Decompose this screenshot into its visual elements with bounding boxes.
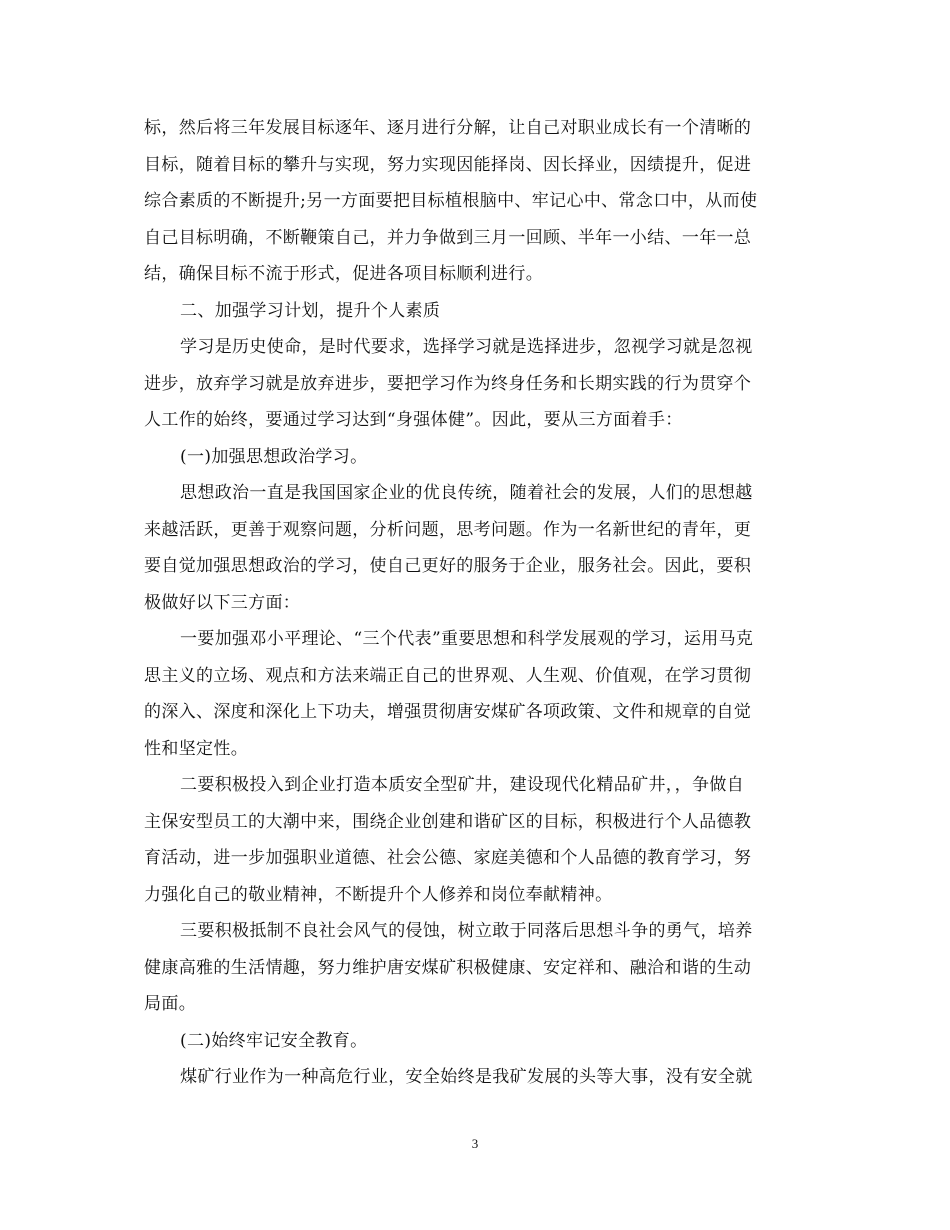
text-line: 来越活跃，更善于观察问题，分析问题，思考问题。作为一名新世纪的青年，更 <box>144 519 752 540</box>
text-line: 的深入、深度和深化上下功夫，增强贯彻唐安煤矿各项政策、文件和规章的自觉 <box>144 702 752 722</box>
document-body <box>144 110 808 1096</box>
section-heading: 二、加强学习计划，提升个人素质 <box>180 300 441 321</box>
text-line: 极做好以下三方面： <box>144 592 301 613</box>
text-line: 性和坚定性。 <box>144 738 249 759</box>
text-line: 力强化自己的敬业精神，不断提升个人修养和岗位奉献精神。 <box>144 884 613 905</box>
text-line: 思想政治一直是我国国家企业的优良传统，随着社会的发展，人们的思想越 <box>180 483 753 503</box>
text-line: 自己目标明确，不断鞭策自己，并力争做到三月一回顾、半年一小结、一年一总 <box>144 227 752 248</box>
text-line: 育活动，进一步加强职业道德、社会公德、家庭美德和个人品德的教育学习，努 <box>144 848 752 868</box>
text-line: 三要积极抵制不良社会风气的侵蚀，树立敢于同落后思想斗争的勇气，培养 <box>180 921 753 941</box>
text-line: 一要加强邓小平理论、“三个代表”重要思想和科学发展观的学习，运用马克 <box>180 629 754 649</box>
subsection-heading: (一)加强思想政治学习。 <box>180 446 368 467</box>
text-line: 思主义的立场、观点和方法来端正自己的世界观、人生观、价值观，在学习贯彻 <box>144 665 752 686</box>
subsection-heading: (二)始终牢记安全教育。 <box>180 1030 368 1051</box>
text-line: 要自觉加强思想政治的学习，使自己更好的服务于企业，服务社会。因此，要积 <box>144 556 752 576</box>
text-line: 进步，放弃学习就是放弃进步，要把学习作为终身任务和长期实践的行为贯穿个 <box>144 373 752 394</box>
text-line: 主保安型员工的大潮中来，围绕企业创建和谐矿区的目标，积极进行个人品德教 <box>144 811 752 832</box>
text-line: 健康高雅的生活情趣，努力维护唐安煤矿积极健康、安定祥和、融洽和谐的生动 <box>144 957 752 978</box>
text-line: 局面。 <box>144 994 197 1014</box>
text-line: 学习是历史使命，是时代要求，选择学习就是选择进步，忽视学习就是忽视 <box>180 337 753 357</box>
text-line: 煤矿行业作为一种高危行业，安全始终是我矿发展的头等大事，没有安全就 <box>180 1067 753 1087</box>
text-line: 标，然后将三年发展目标逐年、逐月进行分解，让自己对职业成长有一个清晰的 <box>144 118 752 138</box>
text-line: 综合素质的不断提升;另一方面要把目标植根脑中、牢记心中、常念口中，从而使 <box>144 191 758 211</box>
page-number: 3 <box>471 1136 479 1151</box>
text-line: 二要积极投入到企业打造本质安全型矿井，建设现代化精品矿井，，争做自 <box>180 775 745 795</box>
text-line: 目标，随着目标的攀升与实现，努力实现因能择岗、因长择业，因绩提升，促进 <box>144 154 752 175</box>
text-line: 结，确保目标不流于形式，促进各项目标顺利进行。 <box>144 264 544 284</box>
text-line: 人工作的始终，要通过学习达到“身强体健”。因此，要从三方面着手： <box>144 410 683 430</box>
